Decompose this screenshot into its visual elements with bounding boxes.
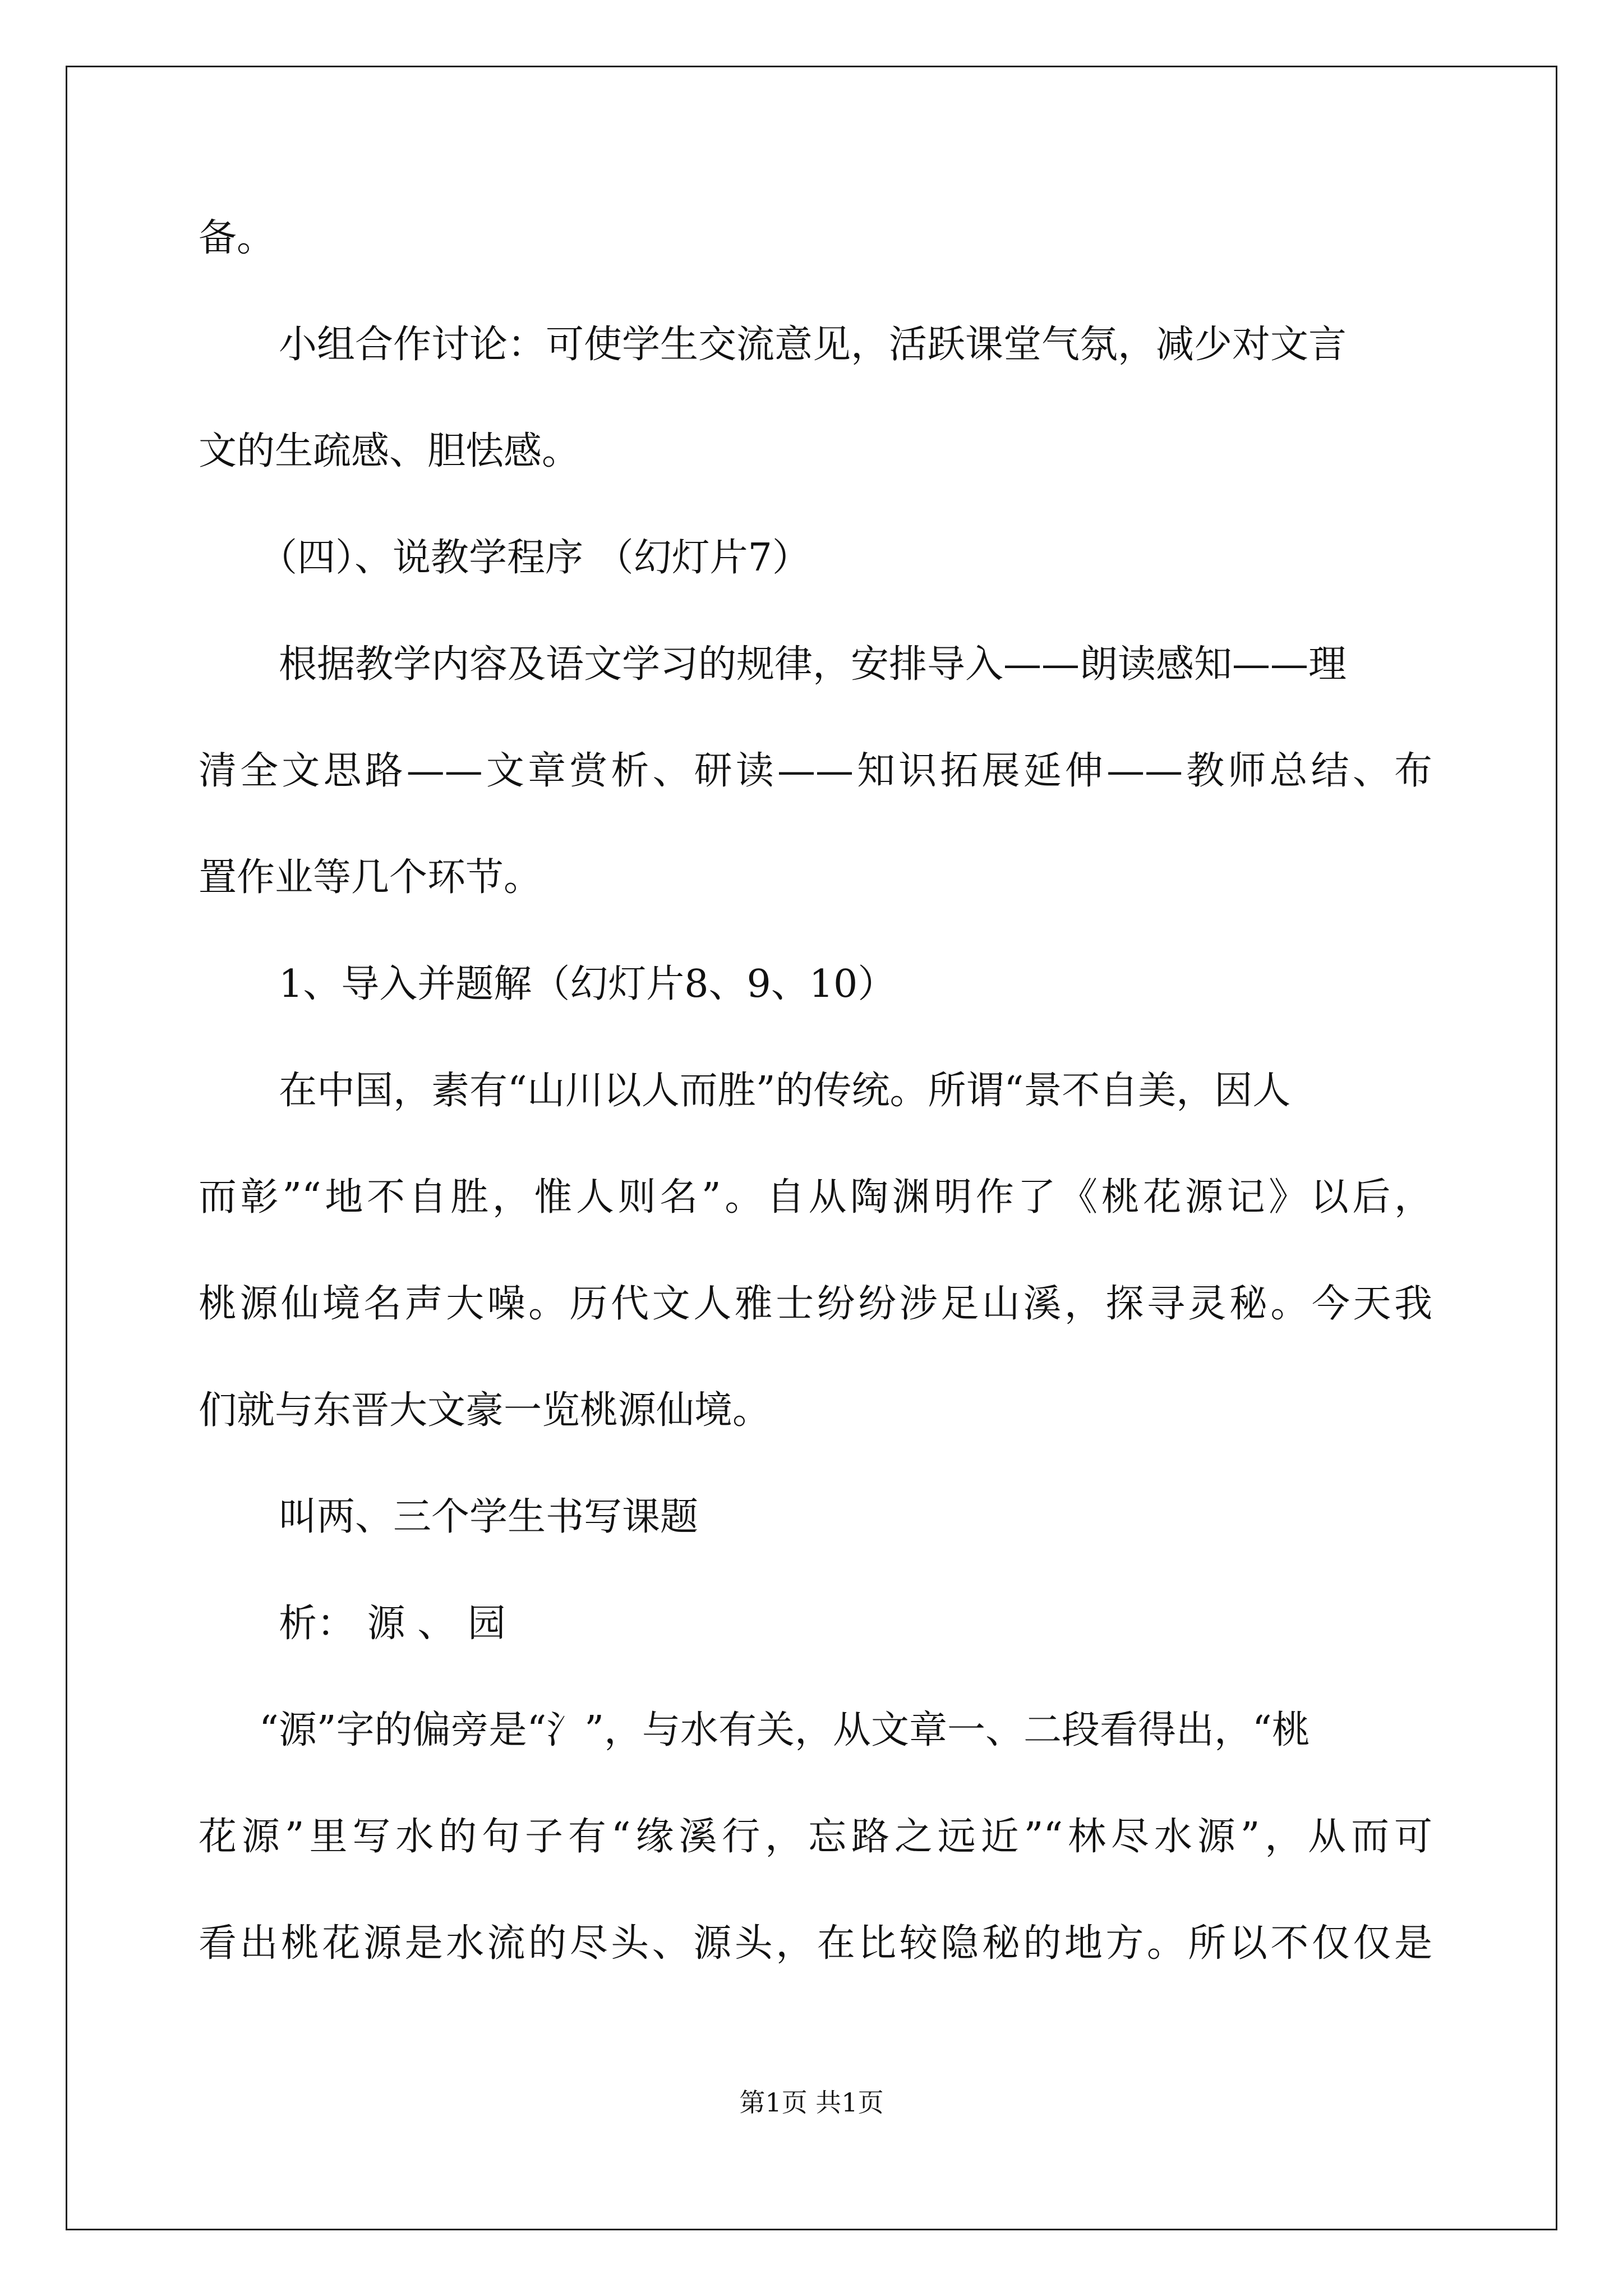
paragraph-line: 置作业等几个环节。 <box>199 855 542 900</box>
paragraph-line: 备。 <box>199 216 275 260</box>
page-footer: 第1页 共1页 <box>739 2087 884 2118</box>
paragraph-line: 花源”里写水的句子有“缘溪行，忘路之远近”“林尽水源”，从而可 <box>199 1815 1432 1859</box>
paragraph-line: 析： 源 、 园 <box>279 1602 506 1646</box>
subsection-heading: 1、导入并题解（幻灯片8、9、10） <box>279 962 896 1006</box>
paragraph-line: 而彰”“地不自胜，惟人则名”。自从陶渊明作了《桃花源记》以后， <box>199 1175 1432 1220</box>
paragraph-line: 看出桃花源是水流的尽头、源头，在比较隐秘的地方。所以不仅仅是 <box>199 1921 1432 1966</box>
paragraph-line: 小组合作讨论：可使学生交流意见，活跃课堂气氛，减少对文言 <box>279 323 1347 367</box>
paragraph-line: 叫两、三个学生书写课题 <box>279 1495 699 1539</box>
paragraph-line: 在中国，素有“山川以人而胜”的传统。所谓“景不自美，因人 <box>279 1069 1291 1113</box>
paragraph-line: “源”字的偏旁是“氵”，与水有关，从文章一、二段看得出，“桃 <box>259 1708 1310 1752</box>
paragraph-line: 根据教学内容及语文学习的规律，安排导入——朗读感知——理 <box>279 642 1347 687</box>
page-border <box>66 66 1557 2230</box>
paragraph-line: 们就与东晋大文豪一览桃源仙境。 <box>199 1388 771 1433</box>
section-heading: （四）、说教学程序 （幻灯片7） <box>259 536 810 580</box>
paragraph-line: 桃源仙境名声大噪。历代文人雅士纷纷涉足山溪，探寻灵秘。今天我 <box>199 1282 1432 1326</box>
paragraph-line: 清全文思路——文章赏析、研读——知识拓展延伸——教师总结、布 <box>199 749 1432 793</box>
paragraph-line: 文的生疏感、胆怯感。 <box>199 429 580 473</box>
